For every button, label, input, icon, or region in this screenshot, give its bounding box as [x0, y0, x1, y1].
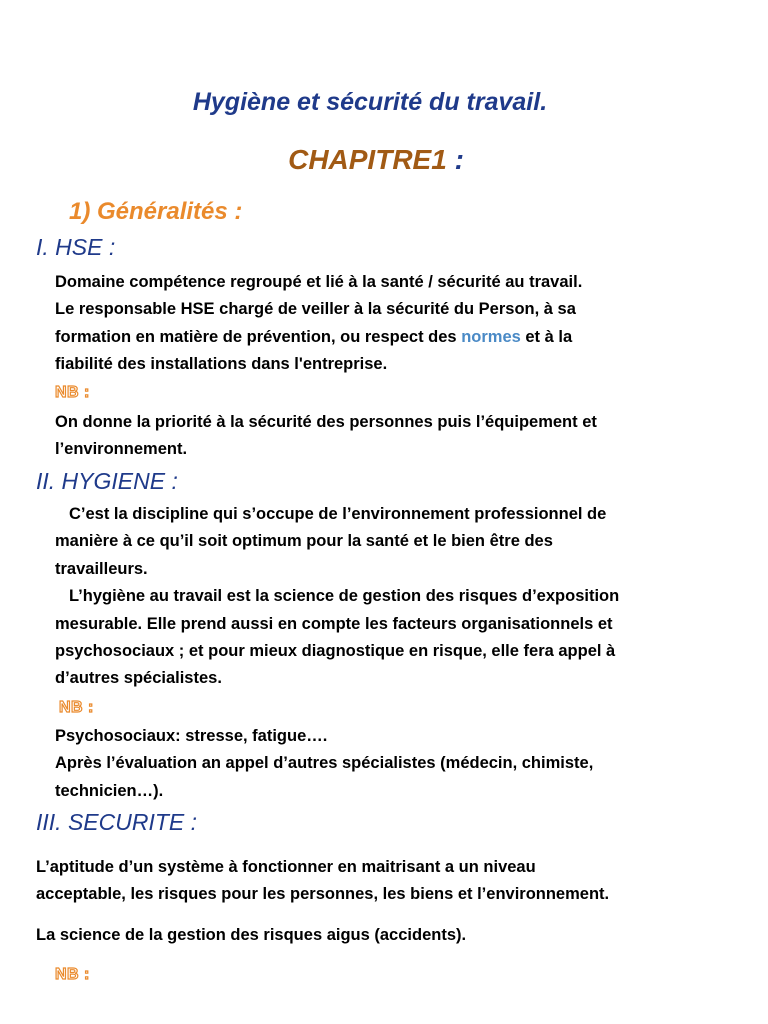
hse-line-4: fiabilité des installations dans l'entreprise.	[55, 355, 388, 374]
hygiene-nb-line-1: Psychosociaux: stresse, fatigue….	[55, 727, 328, 745]
hse-paragraph	[55, 269, 755, 379]
chapter-label: CHAPITRE1	[288, 144, 447, 175]
hygiene-line-5: mesurable. Elle prend aussi en compte les facteurs organisationnels et	[55, 614, 613, 633]
securite-line-2: acceptable, les risques pour les personnes, les biens et l’environnement.	[36, 885, 610, 904]
securite-paragraph	[36, 854, 756, 909]
hygiene-nb-paragraph	[55, 723, 755, 805]
hse-line-3-text: formation en matière de prévention, ou respect des	[55, 327, 462, 346]
hse-nb-paragraph	[55, 409, 755, 464]
hygiene-nb-line-3: technicien…).	[55, 781, 164, 800]
hse-line-1: Domaine compétence regroupé et lié à la santé / sécurité au travail.	[55, 273, 583, 291]
hygiene-line-6: psychosociaux ; et pour mieux diagnostique en risque, elle fera appel à	[55, 642, 616, 661]
securite-nb-label: NB :	[55, 966, 90, 983]
securite-heading: III. SECURITE :	[36, 809, 198, 835]
hse-line-3	[55, 324, 755, 351]
normes-link[interactable]: normes	[461, 327, 521, 346]
document-title: Hygiène et sécurité du travail.	[192, 88, 548, 116]
chapter-colon: :	[446, 144, 464, 175]
chapter-heading	[0, 144, 752, 176]
hygiene-heading: II. HYGIENE :	[36, 468, 178, 494]
hygiene-line-7: d’autres spécialistes.	[55, 669, 222, 688]
hygiene-nb-line-2: Après l’évaluation an appel d’autres spécialistes (médecin, chimiste,	[55, 754, 594, 773]
hse-line-2: Le responsable HSE chargé de veiller à la sécurité du Person, à sa	[55, 300, 576, 319]
hygiene-paragraph	[55, 501, 755, 693]
hygiene-line-4: L’hygiène au travail est la science de gestion des risques d’exposition	[69, 587, 620, 606]
hse-nb-line-1: On donne la priorité à la sécurité des personnes puis l’équipement et	[55, 413, 597, 431]
hse-nb-line-2: l’environnement.	[55, 440, 188, 459]
hygiene-line-1: C’est la discipline qui s’occupe de l’environnement professionnel de	[69, 505, 607, 523]
hygiene-line-2: manière à ce qu’il soit optimum pour la santé et le bien être des	[55, 532, 553, 551]
securite-line-1: L’aptitude d’un système à fonctionner en maitrisant a un niveau	[36, 858, 536, 876]
generalites-heading: 1) Généralités :	[69, 198, 243, 225]
hse-line-3-tail: et à la	[520, 327, 573, 346]
hse-nb-label: NB :	[55, 384, 90, 401]
hygiene-line-3: travailleurs.	[55, 559, 148, 578]
hse-heading: I. HSE :	[36, 234, 116, 260]
securite-line-3: La science de la gestion des risques aigus (accidents).	[36, 926, 467, 944]
hygiene-nb-label: NB :	[59, 699, 94, 716]
